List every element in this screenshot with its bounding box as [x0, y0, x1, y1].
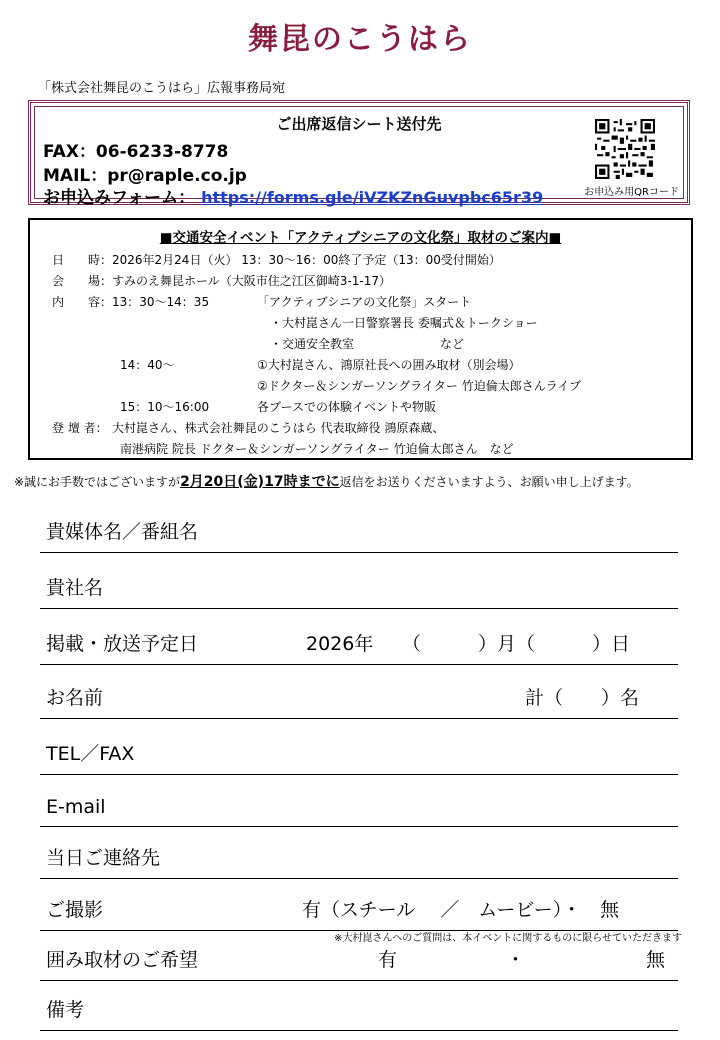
event-info-box	[28, 218, 693, 460]
info-venue: 会 場：すみのえ舞昆ホール（大阪市住之江区御崎3-1-17）	[52, 274, 391, 288]
info-t1-sub2-etc: など	[440, 337, 465, 351]
name-count: 計（ ）名	[525, 687, 640, 709]
brand-logo: 舞昆のこうはら	[248, 22, 472, 57]
send-box-title: ご出席返信シート送付先	[276, 115, 442, 133]
form-line	[43, 183, 543, 208]
schedule-year: 2026年	[306, 633, 374, 655]
info-date: 日 時：2026年2月24日（火） 13：30～16：00終了予定（13：00受付開始）	[52, 253, 501, 267]
interview-dot: ・	[506, 949, 526, 971]
deadline-notice: ※誠にお手数ではございますが2月20日(金)17時までに返信をお送りくださいますよう、お願い申し上げます。	[14, 474, 639, 490]
form-row-interview[interactable]: 囲み取材のご希望 ※大村崑さんへのご質問は、本イベントに関するものに限らせていただきます 有 ・ 無	[40, 928, 678, 981]
form-row-tel[interactable]: TEL／FAX	[40, 722, 678, 775]
send-info-box	[28, 100, 690, 208]
form-link[interactable]: https://forms.gle/iVZKZnGuvpbc65r39	[201, 188, 544, 207]
form-row-schedule[interactable]: 掲載・放送予定日 2026年 （ ）月（ ）日	[40, 612, 678, 665]
form-label: お申込みフォーム：	[43, 188, 196, 208]
info-t3: 15：10～16:00	[120, 400, 210, 414]
form-row-contact[interactable]: 当日ご連絡先	[40, 826, 678, 879]
form-row-email[interactable]: E-mail	[40, 774, 678, 827]
info-t1-sub2: ・交通安全教室	[270, 337, 355, 351]
interview-yes: 有	[378, 949, 398, 971]
schedule-month-day: （ ）月（ ）日	[402, 633, 631, 655]
form-row-company[interactable]: 貴社名	[40, 556, 678, 609]
info-t3-desc: 各ブースでの体験イベントや物販	[257, 400, 437, 414]
info-t2-desc1: ①大村崑さん、鴻原社長への囲み取材（別会場）	[257, 358, 521, 372]
event-title: ■交通安全イベント「アクティブシニアの文化祭」取材のご案内■	[159, 230, 562, 246]
form-row-photo[interactable]: ご撮影 有（スチール ／ ムービー）・ 無	[40, 878, 678, 931]
form-row-remarks[interactable]: 備考	[40, 978, 678, 1031]
interview-no: 無	[646, 949, 666, 971]
info-t1-desc: 「アクティブシニアの文化祭」スタート	[257, 295, 472, 309]
qr-code-icon	[595, 119, 655, 179]
addressee: 「株式会社舞昆のこうはら」広報事務局宛	[38, 81, 286, 96]
photo-options: 有（スチール ／ ムービー）・ 無	[302, 899, 620, 921]
info-t2-desc2: ②ドクター＆シンガーソングライター 竹迫倫太郎さんライブ	[257, 379, 581, 393]
info-speakers2: 南港病院 院長 ドクター＆シンガーソングライター 竹迫倫太郎さん など	[120, 442, 514, 456]
info-speakers: 登 壇 者： 大村崑さん、株式会社舞昆のこうはら 代表取締役 鴻原森蔵、	[52, 421, 445, 435]
form-row-name[interactable]: お名前 計（ ）名	[40, 666, 678, 719]
info-content-label: 内 容：13：30～14：35	[52, 295, 210, 309]
interview-note: ※大村崑さんへのご質問は、本イベントに関するものに限らせていただきます	[334, 933, 682, 944]
deadline: 2月20日(金)17時までに	[180, 474, 340, 490]
fax-line: FAX：06-6233-8778	[43, 142, 229, 162]
mail-line: MAIL：pr@raple.co.jp	[43, 166, 247, 186]
info-t2: 14：40～	[120, 358, 175, 372]
form-row-media[interactable]: 貴媒体名／番組名	[40, 500, 678, 553]
info-t1-sub1: ・大村崑さん一日警察署長 委嘱式＆トークショー	[270, 316, 538, 330]
qr-caption: お申込み用QRコード	[584, 187, 679, 198]
